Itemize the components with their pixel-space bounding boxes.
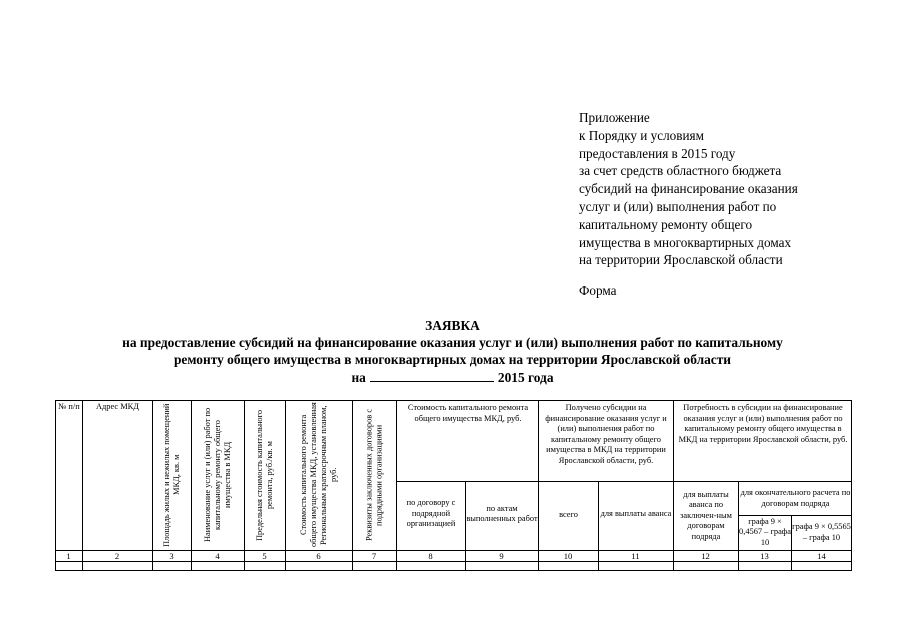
appendix-line: за счет средств областного бюджета (579, 163, 782, 179)
header-formula-13: графа 9 × 0,4567 – графа 10 (739, 516, 791, 547)
header-row-number: № п/п (58, 402, 80, 411)
column-number: 7 (371, 551, 377, 561)
column-number: 3 (169, 551, 174, 561)
appendix-line: имущества в многоквартирных домах (579, 234, 792, 250)
date-prefix: на (351, 370, 366, 385)
column-number: 2 (114, 551, 120, 561)
column-number: 14 (817, 551, 826, 561)
appendix-block (579, 109, 879, 269)
header-need-advance: для выплаты аванса по заключен-ным договорам подряда (680, 489, 732, 541)
header-advance: для выплаты аванса (600, 508, 672, 518)
header-final-settlement: для окончательного расчета по договорам подряда (740, 488, 851, 508)
header-plan-cost: Стоимость капитального ремонта общего имущества МКД, установленная Региональным краткосрочным планом, руб. (299, 402, 338, 548)
date-suffix: 2015 года (497, 370, 554, 385)
column-number: 10 (563, 551, 573, 561)
column-number: 4 (215, 551, 220, 561)
appendix-line: на территории Ярославской области (579, 252, 783, 268)
hline (396, 481, 852, 482)
date-blank-field[interactable] (370, 369, 494, 382)
header-services: Наименование услуг и (или) работ по капитальному ремонту общего имущества в МКД (203, 407, 232, 543)
header-group-received: Получено субсидии на финансирование оказания услуг и (или) выполнения работ по капитальному ремонту общего имущества в МКД на территории Ярославской области, руб. (545, 403, 667, 465)
vline (396, 400, 397, 571)
header-area: Площадь жилых и нежилых помещений МКД, кв. м (162, 403, 181, 547)
appendix-line: к Порядку и условиям (579, 127, 704, 143)
column-number: 1 (66, 551, 71, 561)
column-number: 11 (631, 551, 640, 561)
header-by-contract: по договору с подрядной организацией (406, 498, 456, 529)
column-number: 5 (262, 551, 267, 561)
document-title-line-1: на предоставление субсидий на финансирование оказания услуг и (или) выполнения работ по капитальному (122, 335, 783, 350)
column-number: 13 (760, 551, 769, 561)
header-group-repair-cost: Стоимость капитального ремонта общего имущества МКД, руб. (407, 403, 529, 423)
header-total: всего (559, 509, 578, 519)
appendix-line: услуг и (или) выполнения работ по (579, 198, 777, 214)
column-number: 9 (499, 551, 504, 561)
column-number: 8 (428, 551, 433, 561)
document-title-line-2: ремонту общего имущества в многоквартирных домах на территории Ярославской области (173, 352, 732, 367)
hline (55, 561, 852, 562)
appendix-line: капитальному ремонту общего (579, 216, 753, 232)
vline (82, 400, 83, 571)
header-formula-14: графа 9 × 0,5565 – графа 10 (792, 522, 851, 542)
header-limit-cost: Предельная стоимость капитального ремонта, руб./кв. м (255, 409, 274, 541)
document-heading: ЗАЯВКА (425, 318, 480, 333)
form-label: Форма (579, 283, 617, 298)
appendix-line: предоставления в 2015 году (579, 145, 736, 161)
vline (538, 400, 539, 571)
appendix-line: Приложение (579, 110, 650, 125)
appendix-line: субсидий на финансирование оказания (579, 181, 798, 197)
header-by-acts: по актам выполненных работ (466, 503, 538, 523)
column-number: 6 (316, 551, 321, 561)
header-address: Адрес МКД (96, 402, 139, 411)
header-group-need: Потребность в субсидии на финансирование оказания услуг и (или) выполнения работ по капитальному ремонту общего имущества в МКД на территории Ярославской области, руб. (678, 403, 848, 444)
document-title-line-3 (0, 369, 905, 387)
column-number: 12 (701, 551, 710, 561)
header-contracts: Реквизиты заключенных договоров с подрядными организациями (364, 408, 384, 542)
